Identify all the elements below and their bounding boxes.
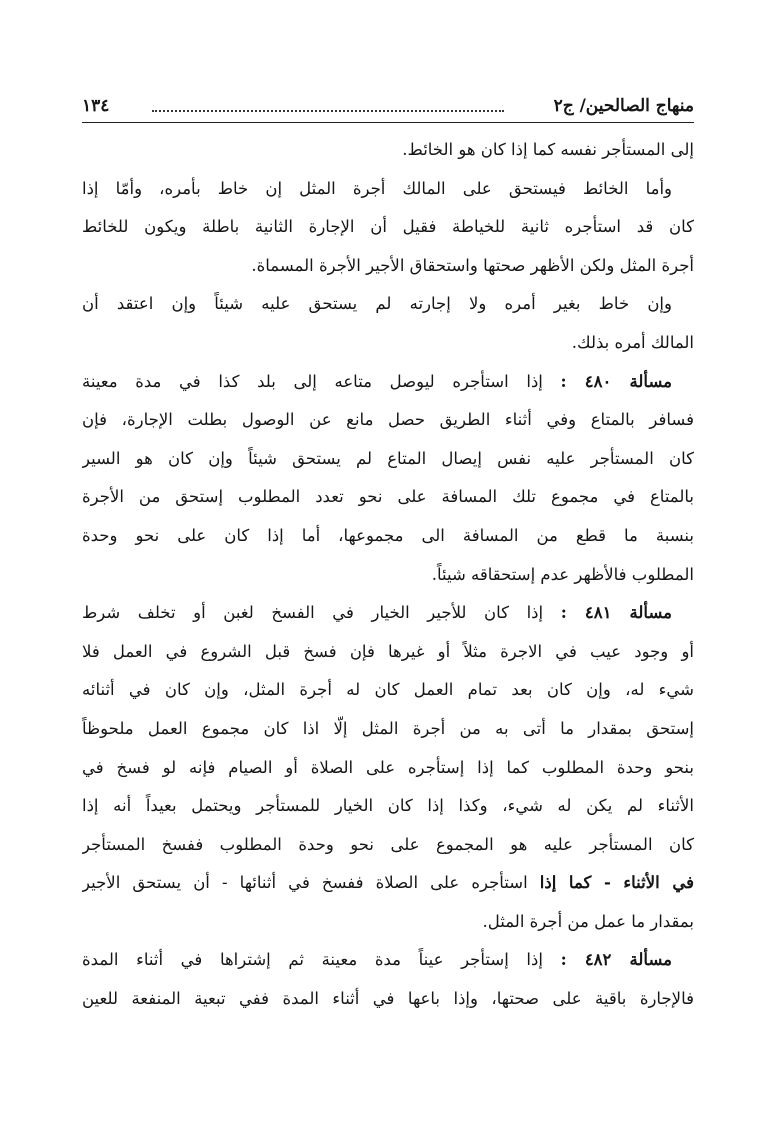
text-line (82, 170, 694, 209)
page-number: ١٣٤ (82, 96, 110, 116)
text-line (82, 749, 694, 788)
line-text: استأجره على الصلاة ففسخ في أثنائها - أن يستحق الأجير (82, 873, 528, 893)
header-dotted-leader (152, 110, 504, 112)
line-text: فسافر بالمتاع وفي أثناء الطريق حصل مانع عن الوصول بطلت الإجارة، فإن (82, 410, 694, 430)
text-line (82, 440, 694, 479)
line-text: أجرة المثل ولكن الأظهر صحتها واستحقاق الأجير الأجرة المسماة. (251, 255, 694, 275)
text-line (82, 363, 694, 402)
text-line (82, 131, 694, 170)
issue-heading: في الأثناء - كما إذا (539, 873, 694, 893)
issue-heading: مسألة ٤٨١ : (560, 603, 673, 623)
issue-heading: مسألة ٤٨٠ : (560, 371, 672, 391)
text-line (82, 478, 694, 517)
text-line (82, 208, 694, 247)
line-text: شيء له، وإن كان بعد تمام العمل كان له أجرة المثل، وإن كان في أثنائه (82, 680, 694, 700)
text-line (82, 903, 694, 942)
page-body (82, 131, 694, 1019)
line-text: بنحو وحدة المطلوب كما إذا إستأجره على الصلاة أو الصيام فإنه لو فسخ في (82, 757, 694, 777)
line-text: الأثناء لم يكن له شيء، وكذا إذا كان الخيار للمستأجر ويحتمل بعيداً أنه إذا (82, 796, 694, 816)
text-line (82, 826, 694, 865)
text-line (82, 517, 694, 556)
text-line (82, 556, 694, 595)
text-line (82, 710, 694, 749)
line-text: وأما الخائط فيستحق على المالك أجرة المثل إن خاط بأمره، وأمّا إذا (82, 178, 672, 198)
text-line (82, 787, 694, 826)
text-line (82, 401, 694, 440)
line-text: فالإجارة باقية على صحتها، وإذا باعها في أثناء المدة ففي تبعية المنفعة للعين (82, 989, 694, 1009)
text-line (82, 285, 694, 324)
line-text: كان المستأجر عليه هو المجموع على نحو وحدة المطلوب ففسخ المستأجر (82, 834, 694, 854)
line-text: المطلوب فالأظهر عدم إستحقاقه شيئاً. (431, 564, 694, 584)
text-line (82, 633, 694, 672)
book-title: منهاج الصالحين/ ج٢ (553, 96, 694, 116)
line-text: بنسبة ما قطع من المسافة الى مجموعها، أما إذا كان على نحو وحدة (82, 525, 694, 545)
line-text: إذا إستأجر عيناً مدة معينة ثم إشتراها في أثناء المدة (82, 950, 543, 970)
text-line (82, 594, 694, 633)
line-text: بالمتاع في مجموع تلك المسافة على نحو تعدد المطلوب إستحق من الأجرة (82, 487, 694, 507)
book-page (82, 92, 694, 1019)
text-line (82, 671, 694, 710)
line-text: إذا كان للأجير الخيار في الفسخ لغبن أو تخلف شرط (82, 603, 544, 623)
line-text: كان المستأجر عليه نفس إيصال المتاع لم يستحق شيئاً وإن كان هو السير (82, 448, 694, 468)
text-line (82, 324, 694, 363)
line-text: أو وجود عيب في الاجرة مثلاً أو غيرها فإن فسخ قبل الشروع في العمل فلا (82, 641, 694, 661)
line-text: إذا استأجره ليوصل متاعه إلى بلد كذا في مدة معينة (82, 371, 543, 391)
line-text: إلى المستأجر نفسه كما إذا كان هو الخائط. (402, 140, 694, 159)
line-text: كان قد استأجره ثانية للخياطة فقيل أن الإجارة الثانية باطلة ويكون للخائط (82, 217, 694, 237)
text-line (82, 247, 694, 286)
line-text: وإن خاط بغير أمره ولا إجارته لم يستحق عليه شيئاً وإن اعتقد أن (82, 294, 672, 314)
line-text: بمقدار ما عمل من أجرة المثل. (482, 911, 694, 931)
page-header (82, 92, 694, 123)
issue-heading: مسألة ٤٨٢ : (560, 950, 672, 970)
text-line (82, 864, 694, 903)
line-text: إستحق بمقدار ما أتى به من أجرة المثل إلّا اذا كان مجموع العمل ملحوظاً (82, 718, 694, 738)
text-line (82, 980, 694, 1019)
line-text: المالك أمره بذلك. (571, 332, 694, 352)
text-line (82, 941, 694, 980)
